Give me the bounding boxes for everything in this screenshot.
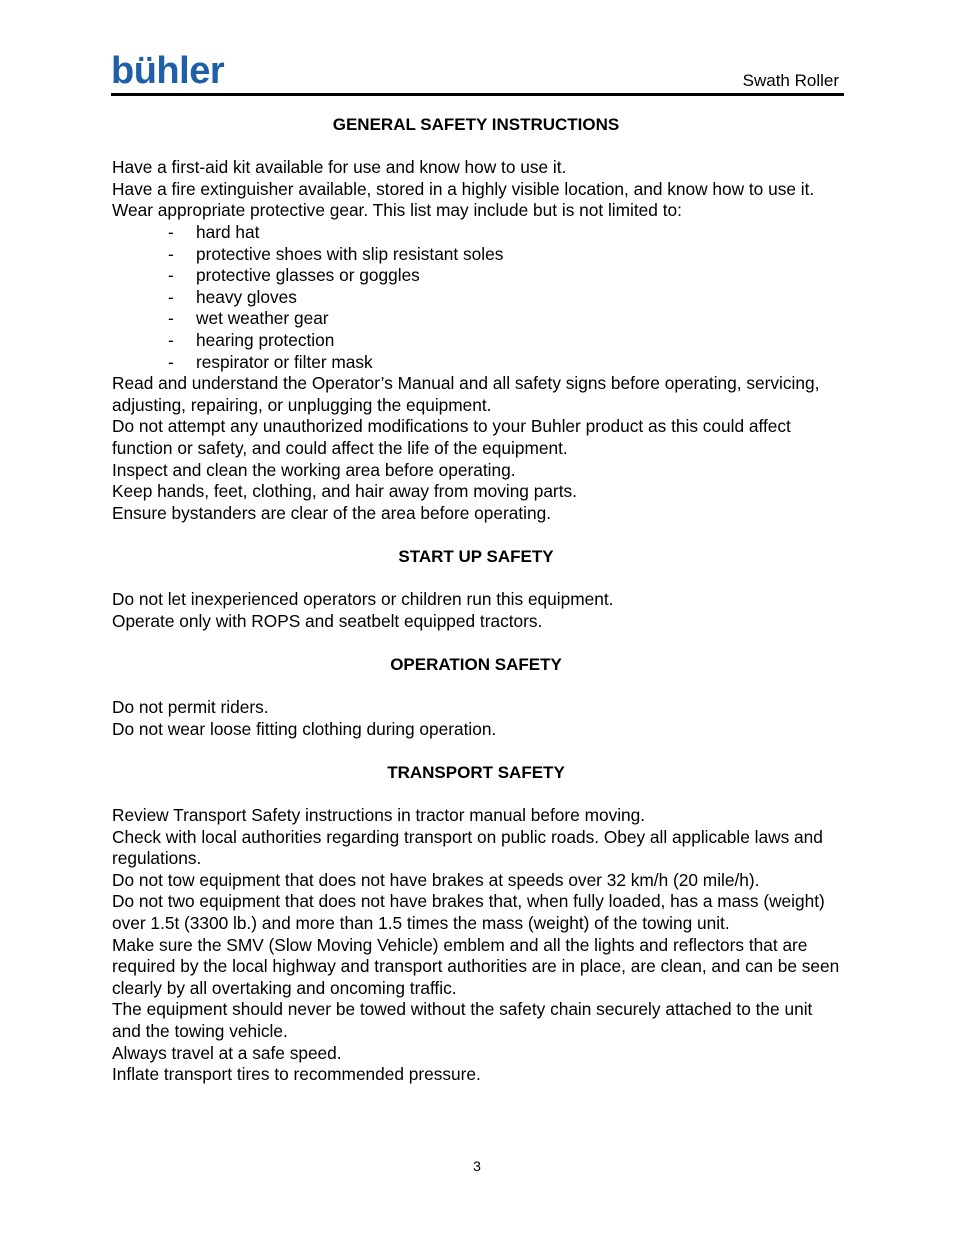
general-paragraph: Wear appropriate protective gear. This list may include but is not limited to: (112, 200, 682, 221)
operation-paragraph: Do not wear loose fitting clothing during operation. (112, 718, 497, 739)
general-paragraph: Keep hands, feet, clothing, and hair away from moving parts. (112, 481, 577, 502)
section-heading-general: GENERAL SAFETY INSTRUCTIONS (332, 115, 620, 134)
list-item: - hard hat (168, 221, 260, 242)
list-item: - protective shoes with slip resistant soles (168, 243, 504, 264)
list-item: - respirator or filter mask (168, 351, 373, 372)
general-paragraph: Inspect and clean the working area before operating. (112, 459, 516, 480)
general-paragraph: Have a fire extinguisher available, stored in a highly visible location, and know how to use it. (112, 178, 815, 199)
buhler-logo: bühler (111, 50, 225, 92)
transport-paragraph: Do not tow equipment that does not have brakes at speeds over 32 km/h (20 mile/h). (112, 869, 760, 890)
transport-paragraph: Review Transport Safety instructions in tractor manual before moving. (112, 805, 646, 825)
general-paragraph: Read and understand the Operator’s Manual and all safety signs before operating, servicing, adjusting, repairing, or unplugging the equipment. (112, 373, 820, 415)
list-item: - hearing protection (168, 329, 335, 350)
section-heading-transport: TRANSPORT SAFETY (387, 762, 565, 782)
header-divider (111, 93, 844, 96)
list-item: - wet weather gear (168, 308, 329, 329)
general-paragraph: Do not attempt any unauthorized modifications to your Buhler product as this could affect function or safety, and could affect the life of the equipment. (112, 416, 791, 458)
list-item: - protective glasses or goggles (168, 265, 420, 286)
startup-paragraph: Operate only with ROPS and seatbelt equipped tractors. (112, 610, 543, 631)
section-heading-operation: OPERATION SAFETY (390, 654, 562, 674)
transport-paragraph: Do not two equipment that does not have brakes that, when fully loaded, has a mass (weight) over 1.5t (3300 lb.) and more than 1.5 times the mass (weight) of the towing unit. (112, 891, 825, 933)
general-paragraph: Have a first-aid kit available for use and know how to use it. (112, 157, 567, 178)
list-item: - heavy gloves (168, 286, 297, 307)
startup-paragraph: Do not let inexperienced operators or children run this equipment. (112, 589, 614, 610)
document-title: Swath Roller (742, 71, 839, 90)
transport-paragraph: Make sure the SMV (Slow Moving Vehicle) emblem and all the lights and reflectors that are required by the local highway and transport authorities are in place, are clean, and can be seen clearly by all overtaking and oncoming traffic. (112, 934, 840, 998)
transport-paragraph: Always travel at a safe speed. (112, 1042, 342, 1063)
general-paragraph: Ensure bystanders are clear of the area before operating. (112, 502, 552, 523)
operation-paragraph: Do not permit riders. (112, 697, 269, 718)
transport-paragraph: Check with local authorities regarding transport on public roads. Obey all applicable laws and regulations. (112, 826, 823, 869)
section-heading-startup: START UP SAFETY (398, 546, 554, 566)
transport-paragraph: Inflate transport tires to recommended pressure. (112, 1064, 481, 1085)
page-number: 3 (473, 1158, 481, 1174)
transport-paragraph: The equipment should never be towed without the safety chain securely attached to the unit and the towing vehicle. (112, 999, 813, 1041)
page-content (112, 114, 840, 1086)
protective-gear-list (112, 222, 840, 373)
